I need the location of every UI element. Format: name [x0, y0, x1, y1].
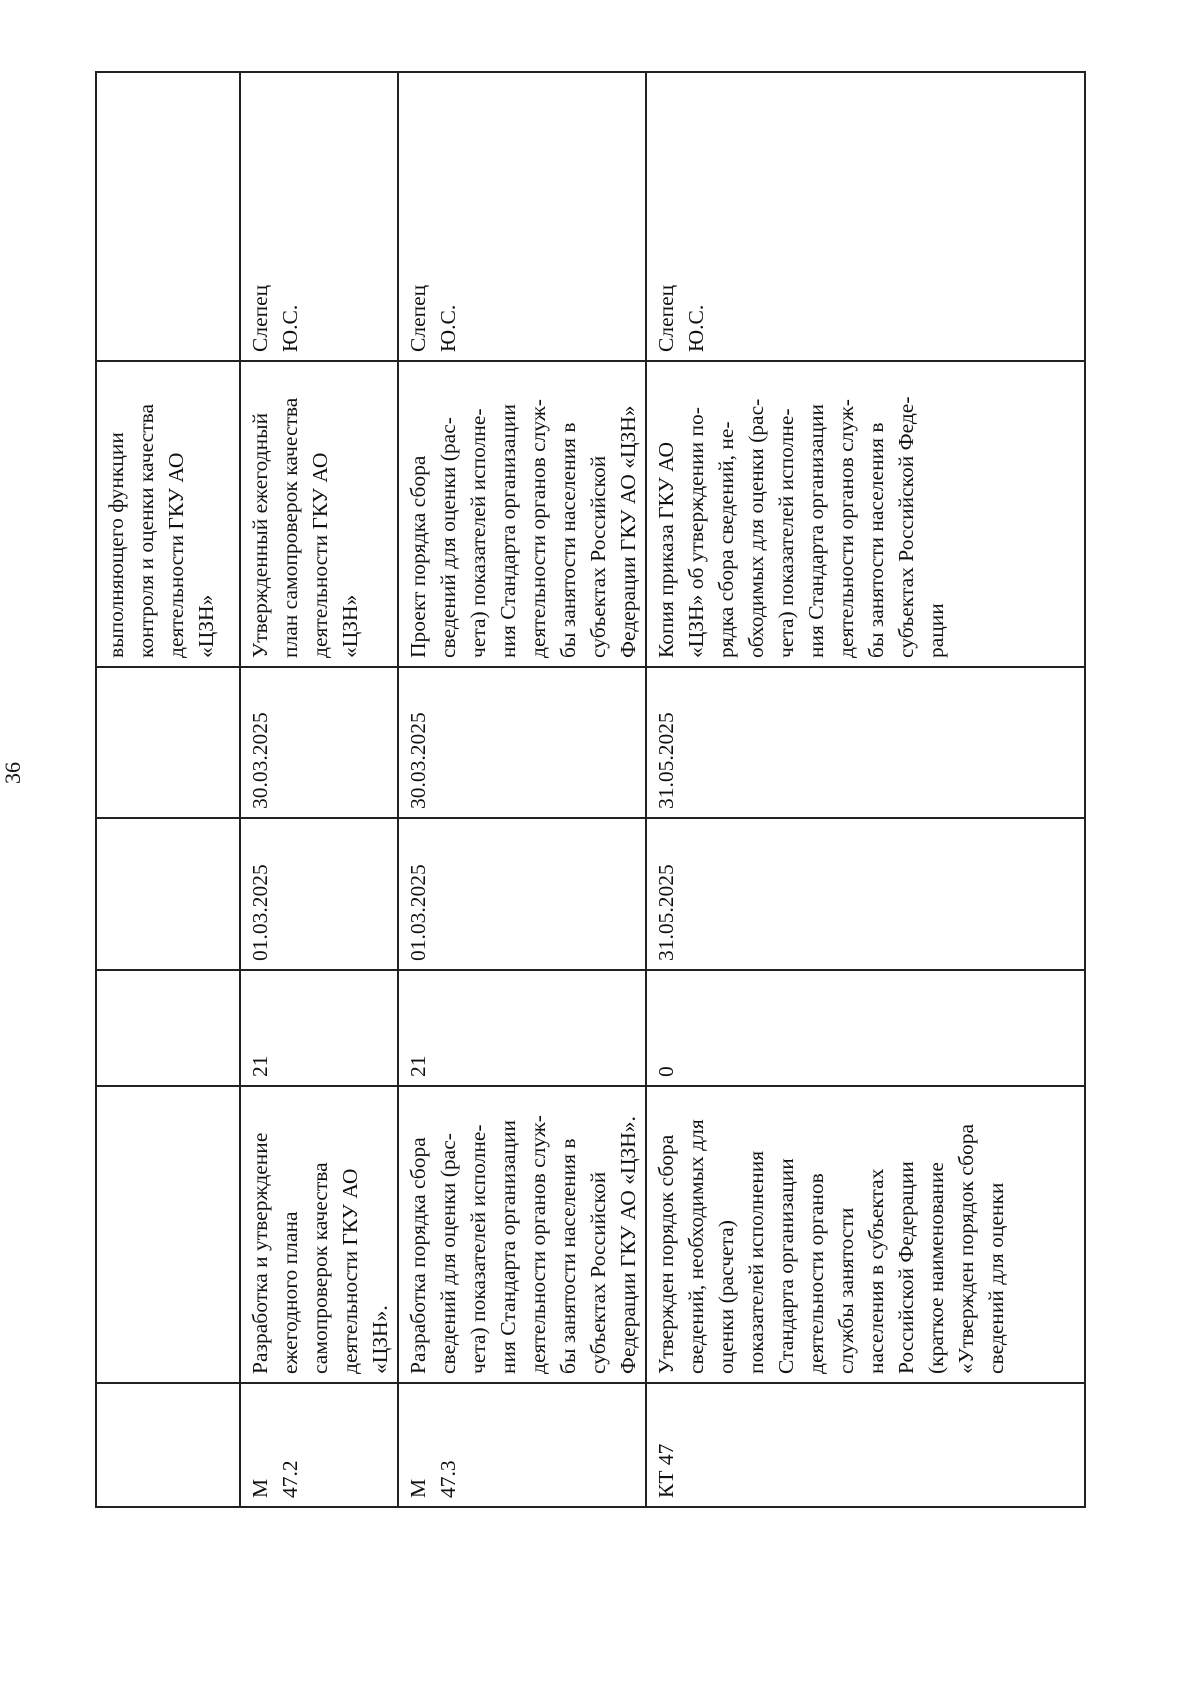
cell-end-date: 30.03.2025: [398, 667, 646, 818]
cell-end-date: 30.03.2025: [240, 667, 398, 818]
table-row: [398, 72, 646, 1507]
cell-duration: [96, 970, 240, 1086]
cell-responsible: [96, 72, 240, 361]
rotated-table-wrapper: [95, 73, 1077, 1508]
cell-result: Проект порядка сбора сведений для оценки (рас- чета) показателей исполне- ния Стандарта организации деятельности органов служ- бы занятости населения в субъектах Российской Федерации ГКУ АО «ЦЗН»: [398, 361, 646, 667]
table-row: [96, 72, 240, 1507]
cell-name: Разработка порядка сбора сведений для оценки (рас- чета) показателей исполне- ния Стандарта организации деятельности органов служ- бы занятости населения в субъектах Российской Федерации ГКУ АО «ЦЗН».: [398, 1086, 646, 1383]
cell-name: [96, 1086, 240, 1383]
cell-code: [96, 1383, 240, 1507]
cell-result: выполняющего функции контроля и оценки качества деятельности ГКУ АО «ЦЗН»: [96, 361, 240, 667]
cell-start-date: 01.03.2025: [398, 818, 646, 970]
cell-result: Утвержденный ежегодный план самопроверок качества деятельности ГКУ АО «ЦЗН»: [240, 361, 398, 667]
table-row: [646, 72, 1085, 1507]
cell-start-date: 31.05.2025: [646, 818, 1085, 970]
cell-responsible: Слепец Ю.С.: [646, 72, 1085, 361]
cell-duration: 0: [646, 970, 1085, 1086]
cell-duration: 21: [398, 970, 646, 1086]
cell-end-date: 31.05.2025: [646, 667, 1085, 818]
cell-code: КТ 47: [646, 1383, 1085, 1507]
cell-end-date: [96, 667, 240, 818]
cell-code: М 47.2: [240, 1383, 398, 1507]
cell-start-date: [96, 818, 240, 970]
page-number: 36: [0, 762, 25, 784]
plan-table: [95, 71, 1086, 1508]
cell-name: Утвержден порядок сбора сведений, необходимых для оценки (расчета) показателей исполнения Стандарта организации деятельности органов службы занятости населения в субъектах Российской Федерации (краткое наименование «Утвержден порядок сбора сведений для оценки: [646, 1086, 1085, 1383]
cell-start-date: 01.03.2025: [240, 818, 398, 970]
table-row: [240, 72, 398, 1507]
cell-result: Копия приказа ГКУ АО «ЦЗН» об утверждении по- рядка сбора сведений, не- обходимых для оценки (рас- чета) показателей исполне- ния Стандарта организации деятельности органов служ- бы занятости населения в субъектах Российской Феде- рации: [646, 361, 1085, 667]
cell-duration: 21: [240, 970, 398, 1086]
cell-responsible: Слепец Ю.С.: [240, 72, 398, 361]
cell-responsible: Слепец Ю.С.: [398, 72, 646, 361]
cell-name: Разработка и утверждение ежегодного плана самопроверок качества деятельности ГКУ АО «ЦЗН».: [240, 1086, 398, 1383]
cell-code: М 47.3: [398, 1383, 646, 1507]
